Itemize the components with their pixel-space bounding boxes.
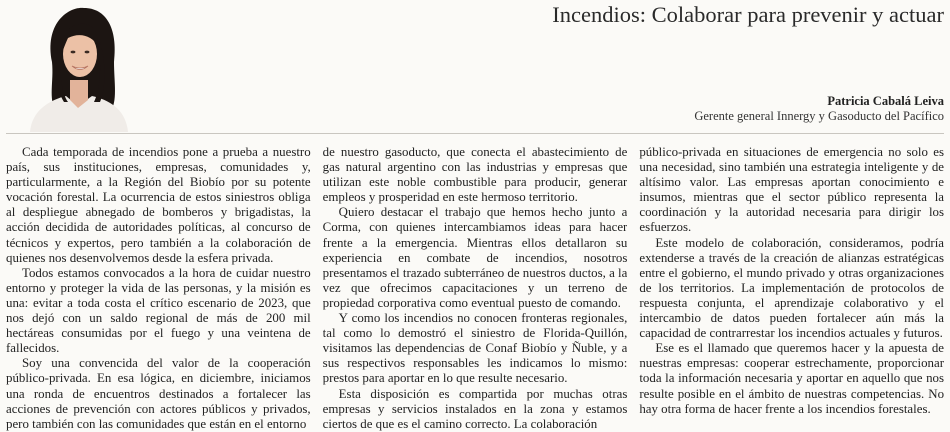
paragraph: Ese es el llamado que queremos hacer y la apuesta de nuestras empresas: cooperar estrechamente, proporcionar toda la información necesaria y aportar en aquello que nos resulte posible en el ámbito de nuestras competencias. No hay otra forma de hacer frente a los incendios forestales. <box>639 341 945 416</box>
paragraph: Cada temporada de incendios pone a prueba a nuestro país, sus instituciones, empresas, comunidades y, particularmente, a la Región del Biobío por su potente vocación forestal. La ocurrencia de estos siniestros obliga al despliegue abnegado de bomberos y brigadistas, la acción decidida de autoridades políticas, al concurso de técnicos y expertos, pero también a la colaboración de quienes nos desenvolvemos desde la esfera privada. <box>6 145 311 265</box>
paragraph: Este modelo de colaboración, consideramos, podría extenderse a través de la creación de alianzas estratégicas entre el gobierno, el mundo privado y otras organizaciones de los territorios. La implementación de protocolos de respuesta conjunta, el aprendizaje colaborativo y el intercambio de datos pueden fortalecer aún más la capacidad de contrarrestar los incendios actuales y futuros. <box>639 235 945 341</box>
text-column-1 <box>6 145 311 432</box>
author-photo <box>22 2 134 132</box>
paragraph: de nuestro gasoducto, que conecta el abastecimiento de gas natural argentino con las industrias y empresas que utilizan este noble combustible para producir, generar empleos y prosperidad en este hermoso territorio. <box>322 145 628 205</box>
paragraph: Quiero destacar el trabajo que hemos hecho junto a Corma, con quienes intercambiamos ideas para hacer frente a la emergencia. Mientras ellos detallaron su experiencia en combate de incendios, nosotros presentamos el trazado subterráneo de nuestros ductos, a la vez que ofrecimos capacitaciones y un terreno de propiedad corporativa como eventual puesto de comando. <box>322 205 628 310</box>
article-title: Incendios: Colaborar para prevenir y actuar <box>552 2 944 27</box>
paragraph: Esta disposición es compartida por muchas otras empresas y servicios instalados en la zona y estamos ciertos de que es el camino correcto. La colaboración <box>322 386 628 431</box>
author-role: Gerente general Innergy y Gasoducto del Pacífico <box>694 109 944 123</box>
header-divider <box>6 133 944 134</box>
article-body <box>6 145 944 432</box>
paragraph: Y como los incendios no conocen fronteras regionales, tal como lo demostró el siniestro de Florida-Quillón, visitamos las dependencias de Conaf Biobío y Ñuble, y a sus respectivos responsables les indicamos lo mismo: prestos para aportar en lo que resulte necesario. <box>322 311 628 386</box>
paragraph: Todos estamos convocados a la hora de cuidar nuestro entorno y proteger la vida de las personas, y la misión es una: evitar a toda costa el crítico escenario de 2023, que nos dejó con un saldo regional de más de 200 mil hectáreas consumidas por el fuego y una veintena de fallecidos. <box>6 265 311 356</box>
paragraph: Soy una convencida del valor de la cooperación público-privada. En esa lógica, en diciembre, iniciamos una ronda de encuentros destinados a fortalecer las acciones de prevención con actores públicos y privados, pero también con las comunidades que están en el entorno <box>6 356 311 431</box>
paragraph: público-privada en situaciones de emergencia no solo es una necesidad, sino también una estrategia inteligente y de altísimo valor. Las empresas aportan conocimiento e insumos, mientras que el sector público representa la coordinación y la autoridad necesaria para dirigir los esfuerzos. <box>639 145 945 235</box>
text-column-3 <box>639 145 944 432</box>
text-column-2 <box>323 145 628 432</box>
author-name: Patricia Cabalá Leiva <box>827 94 944 108</box>
